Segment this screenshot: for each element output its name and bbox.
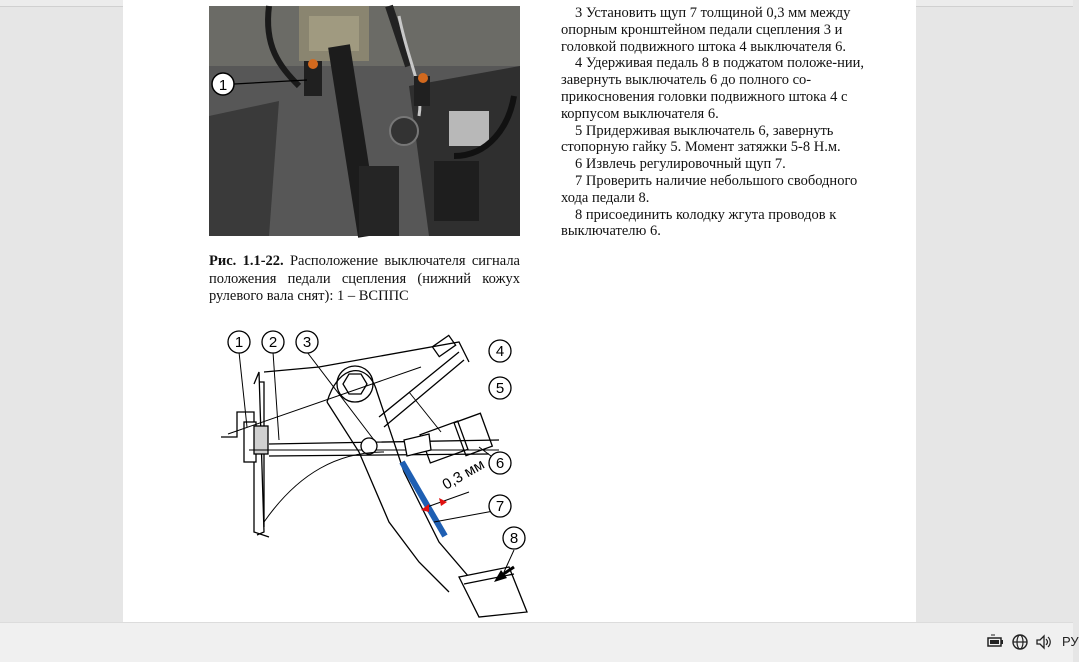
figure-photo	[209, 6, 520, 236]
taskbar	[0, 622, 1079, 662]
battery-icon[interactable]	[987, 633, 1005, 651]
figure-diagram	[209, 322, 529, 622]
callout-7	[489, 495, 511, 517]
svg-text:5: 5	[495, 380, 505, 397]
svg-text:1: 1	[234, 334, 244, 351]
gap-dimension-label: 0,3 мм	[439, 455, 488, 494]
svg-text:7: 7	[495, 498, 505, 515]
caption-label: Рис. 1.1-22.	[209, 253, 284, 269]
photo-callout-label: 1	[218, 77, 228, 94]
svg-text:2: 2	[268, 334, 278, 351]
callout-3	[296, 331, 318, 353]
step-3: 3 Установить щуп 7 толщиной 0,3 мм между опорным кронштейном педали сцепления 3 и головкой подвижного штока 4 выключателя 6.	[561, 5, 851, 55]
callout-5	[489, 377, 511, 399]
network-icon[interactable]	[1011, 633, 1029, 651]
callout-2	[262, 331, 284, 353]
step-5: 5 Придерживая выключатель 6, завернуть стопорную гайку 5. Момент затяжки 5-8 Н.м.	[561, 122, 841, 156]
svg-text:6: 6	[495, 455, 505, 472]
svg-text:8: 8	[509, 530, 519, 547]
caption-text: Расположение выключателя сигнала положения педали сцепления (нижний кожух рулевого вала снят): 1 – ВСППС	[209, 253, 520, 304]
callout-6	[489, 452, 511, 474]
callout-8	[503, 527, 525, 549]
figure-caption	[209, 253, 520, 306]
step-8: 8 присоединить колодку жгута проводов к выключателю 6.	[561, 206, 837, 240]
callout-1	[228, 331, 250, 353]
svg-text:3: 3	[302, 334, 312, 351]
document-page	[123, 0, 916, 622]
volume-icon[interactable]	[1035, 633, 1053, 651]
callout-4	[489, 340, 511, 362]
language-indicator[interactable]: РУ	[1062, 634, 1079, 649]
instruction-steps	[561, 5, 881, 240]
step-4: 4 Удерживая педаль 8 в поджатом положе-нии, завернуть выключатель 6 до полного со-прикосновения головки подвижного штока 4 с корпусом выключателя 6.	[561, 55, 865, 122]
svg-text:4: 4	[495, 343, 505, 360]
step-7: 7 Проверить наличие небольшого свободного хода педали 8.	[561, 172, 858, 206]
step-6: 6 Извлечь регулировочный щуп 7.	[575, 156, 786, 173]
